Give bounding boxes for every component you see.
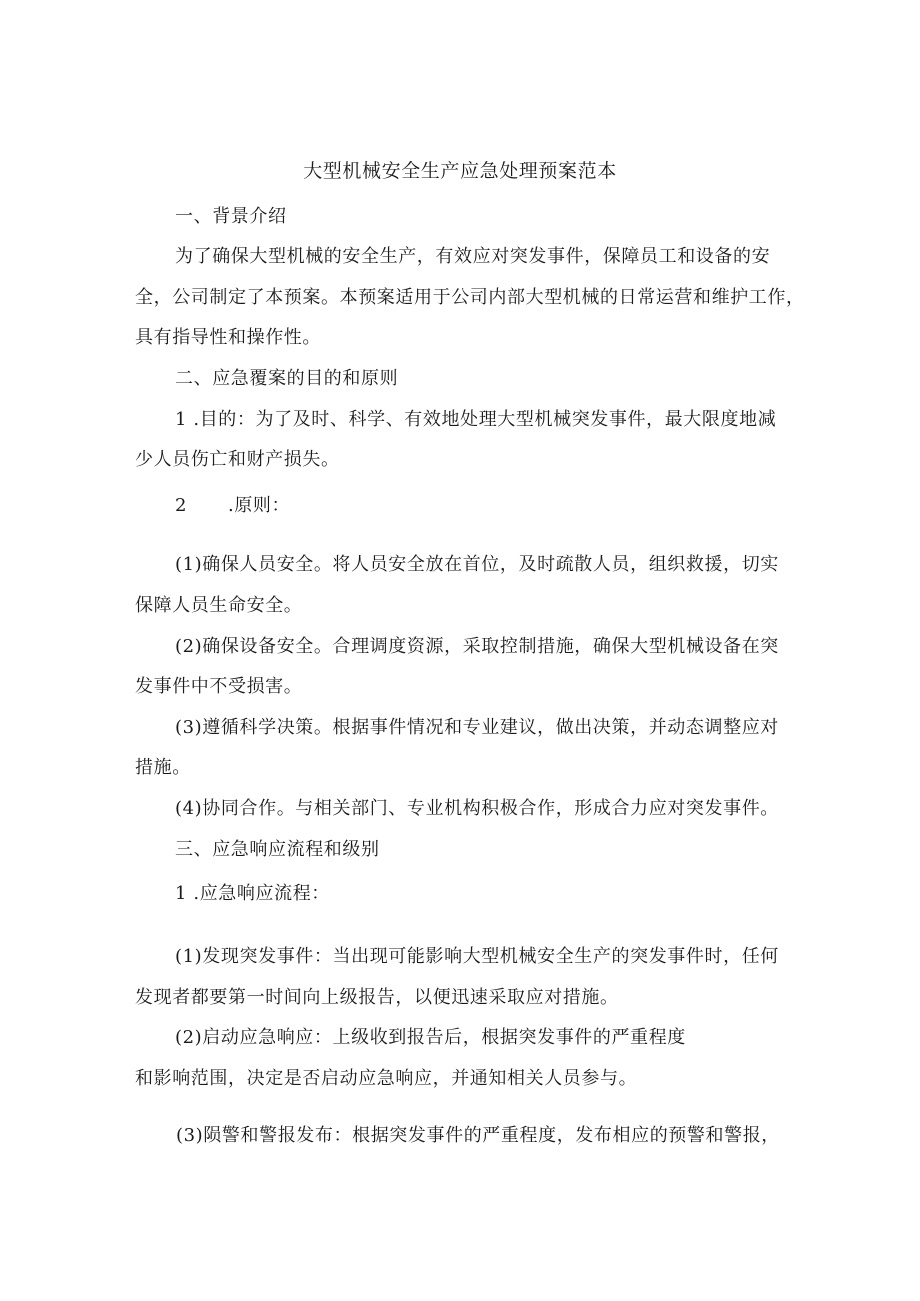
paragraph-line: 发事件中不受损害。: [135, 676, 303, 697]
section-heading-response: 三、应急响应流程和级别: [175, 839, 380, 860]
paragraph-line: 发现者都要第一时间向上级报告，以便迅速采取应对措施。: [135, 987, 619, 1008]
paragraph-line: 具有指导性和操作性。: [135, 327, 321, 348]
paragraph-line: 和影响范围，决定是否启动应急响应，并通知相关人员参与。: [135, 1068, 638, 1089]
paragraph-line: (2)启动应急响应：上级收到报告后，根据突发事件的严重程度: [175, 1027, 686, 1048]
paragraph-line: 保障人员生命安全。: [135, 595, 303, 616]
list-number: 2: [175, 495, 188, 516]
paragraph-line: 少人员伤亡和财产损失。: [135, 449, 340, 470]
paragraph-line: 全，公司制定了本预案。本预案适用于公司内部大型机械的日常运营和维护工作，: [135, 287, 805, 308]
paragraph-line: (4)协同合作。与相关部门、专业机构积极合作，形成合力应对突发事件。: [175, 798, 779, 819]
paragraph-line: 为了确保大型机械的安全生产，有效应对突发事件，保障员工和设备的安: [175, 246, 771, 267]
list-item-label: .原则：: [228, 495, 291, 516]
paragraph-line: 措施。: [135, 757, 191, 778]
section-heading-purpose: 二、应急覆案的目的和原则: [175, 368, 399, 389]
paragraph-line: (3)遵循科学决策。根据事件情况和专业建议，做出决策，并动态调整应对: [175, 717, 779, 738]
paragraph-line: (1)发现突发事件：当出现可能影响大型机械安全生产的突发事件时，任何: [175, 946, 779, 967]
section-heading-background: 一、背景介绍: [175, 206, 287, 227]
paragraph-line: 1 .目的：为了及时、科学、有效地处理大型机械突发事件，最大限度地减: [175, 409, 777, 430]
list-item-label: 1 .应急响应流程：: [175, 883, 330, 904]
document-title: 大型机械安全生产应急处理预案范本: [303, 160, 617, 182]
paragraph-line: (3)陨警和警报发布：根据突发事件的严重程度，发布相应的预警和警报，: [176, 1125, 780, 1146]
paragraph-line: (1)确保人员安全。将人员安全放在首位，及时疏散人员，组织救援，切实: [175, 554, 779, 575]
paragraph-line: (2)确保设备安全。合理调度资源，采取控制措施，确保大型机械设备在突: [175, 636, 779, 657]
